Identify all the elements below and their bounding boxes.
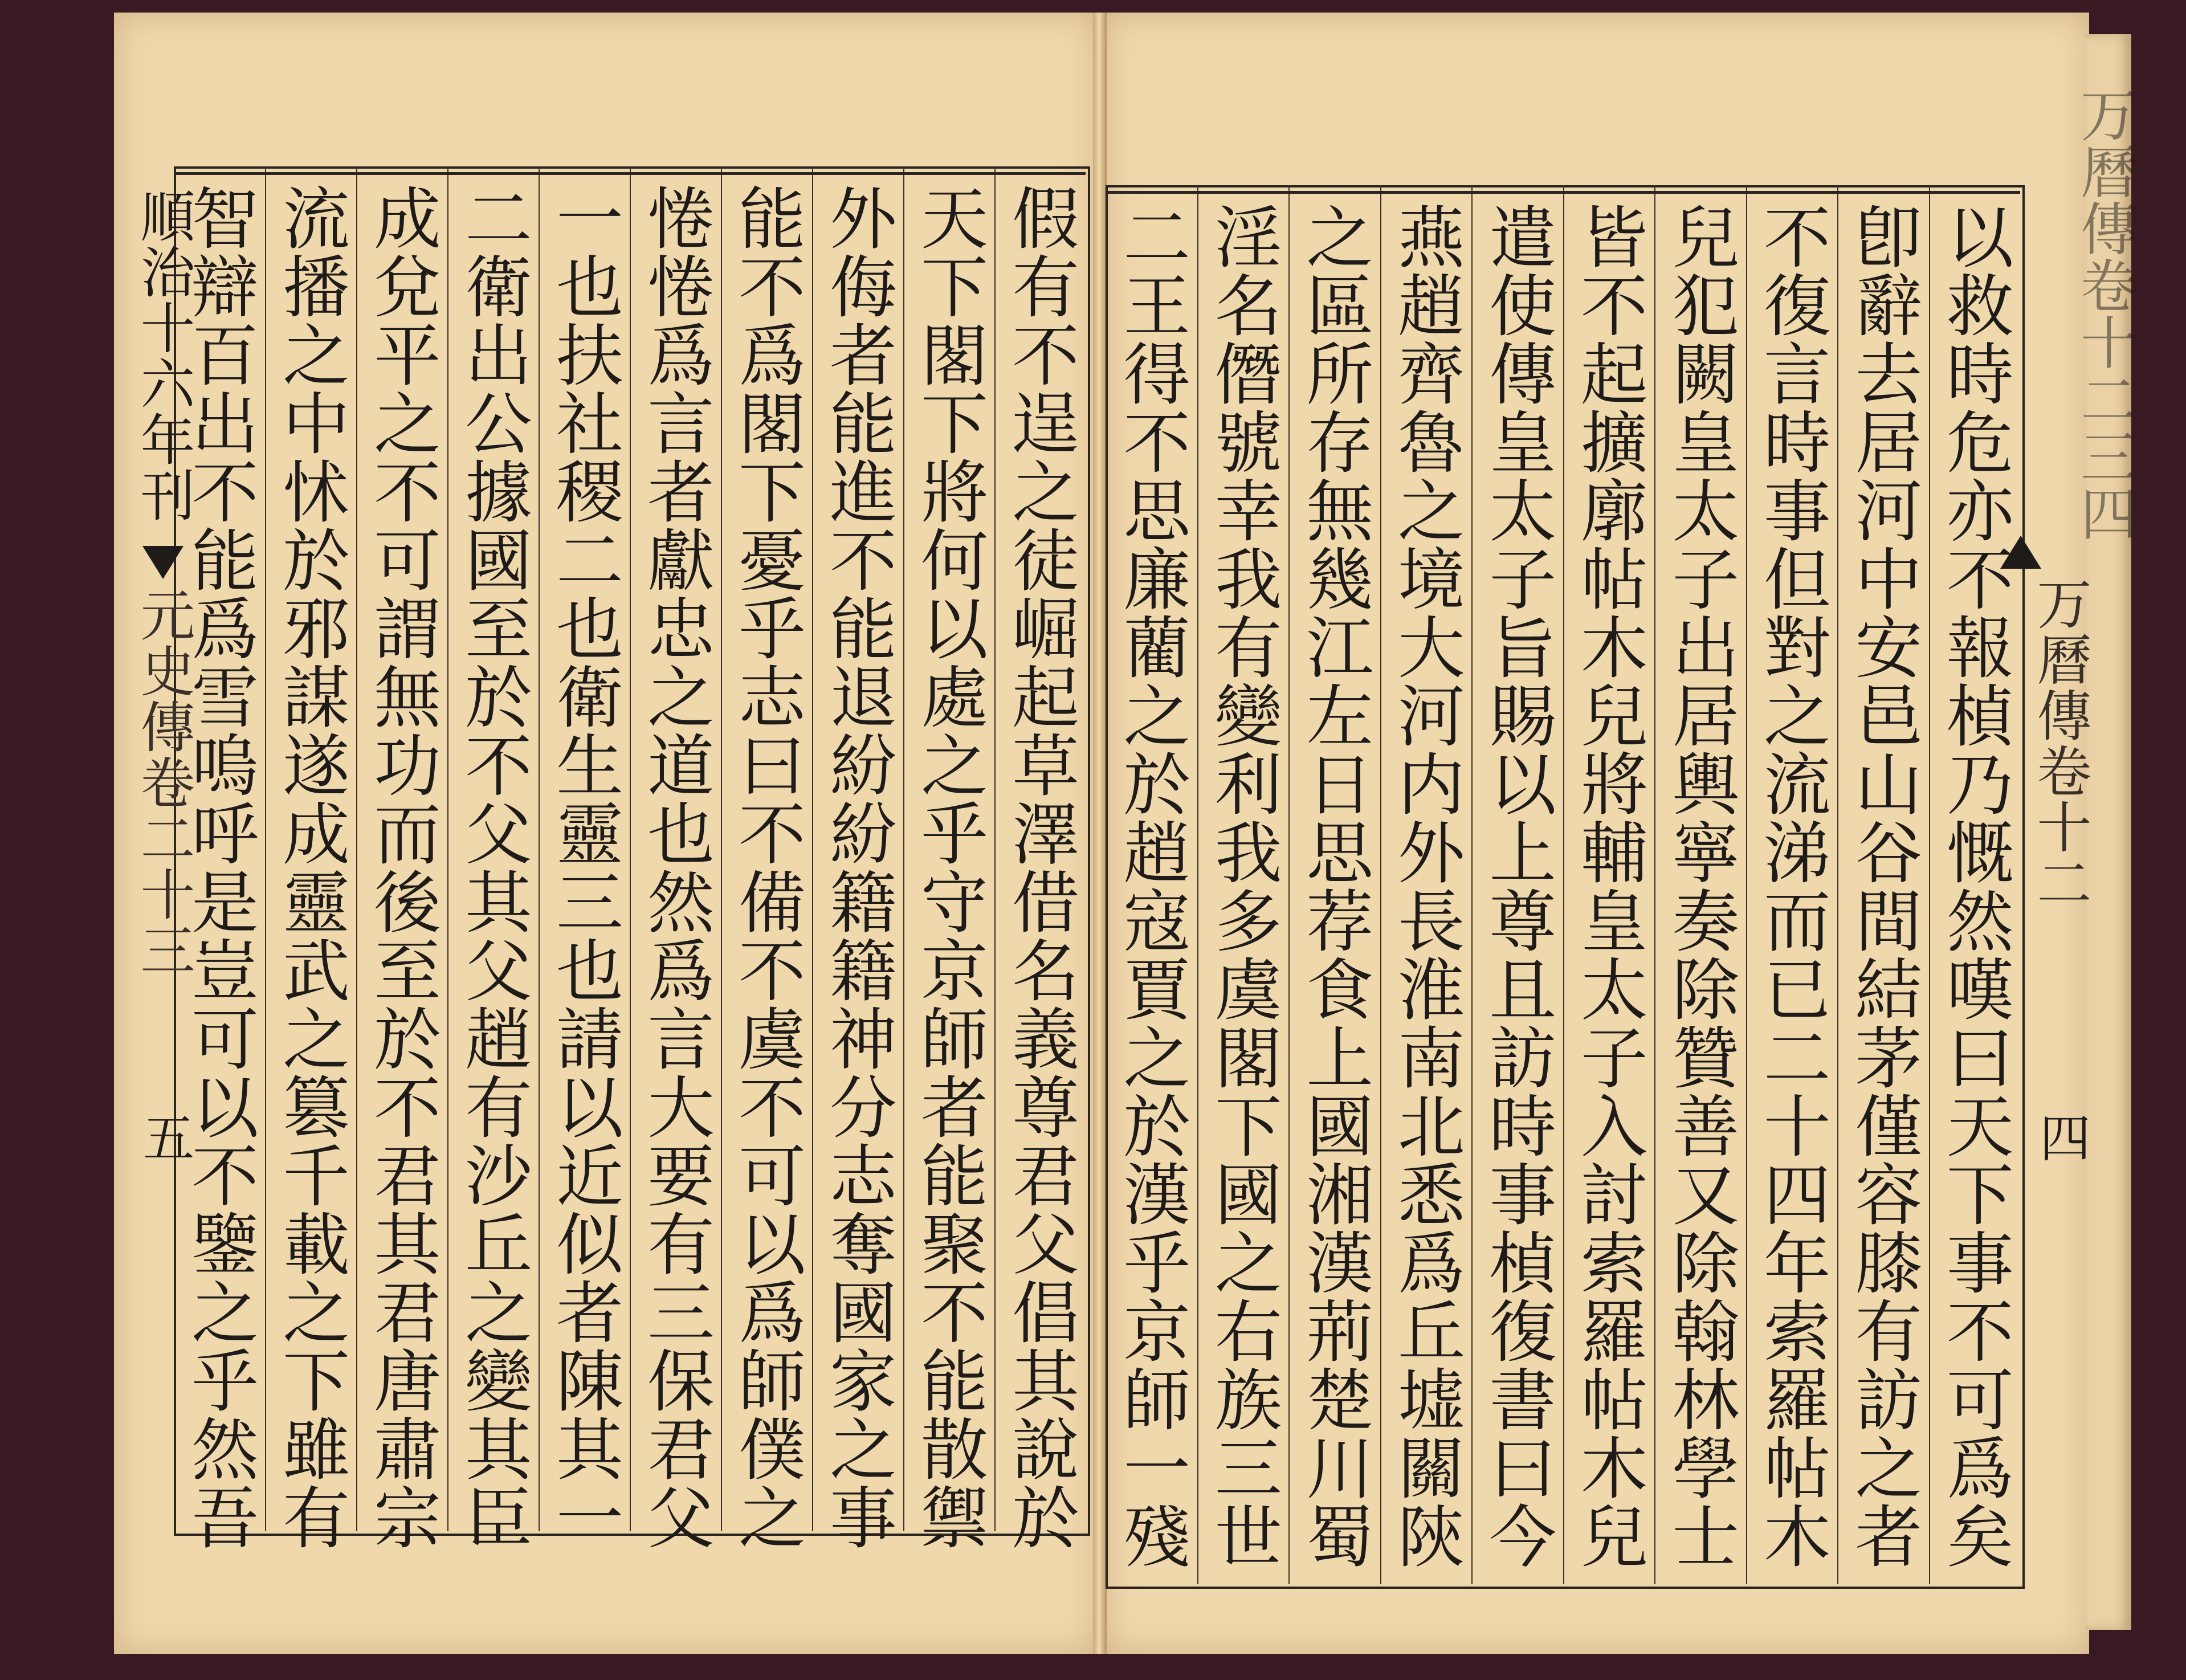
page-edge-text: 万曆傳卷十二三四 [2071, 85, 2138, 541]
text-column: 燕趙齊魯之境大河内外長淮南北悉爲丘墟關陝 [1386, 202, 1465, 1570]
text-column: 之區所存無幾江左日思荐食上國湘漢荊楚川蜀 [1295, 202, 1374, 1570]
text-column: 遣使傳皇太子旨賜以上尊且訪時事楨復書曰今 [1478, 202, 1557, 1570]
text-column: 假有不逞之徒崛起草澤借名義尊君父倡其說於 [1001, 184, 1079, 1551]
frame-inner-rule [1106, 191, 2020, 194]
text-column: 天下閣下將何以處之乎守京師者能聚不能散禦 [910, 184, 988, 1551]
right-leaf-number: 四 [2030, 1111, 2090, 1164]
right-fishtail-mark [2000, 536, 2041, 569]
column-rule [1746, 185, 1747, 1584]
text-column: 皆不起擴廓帖木兒將輔皇太子入討索羅帖木兒 [1569, 202, 1648, 1570]
text-column: 兒犯闕皇太子出居輿寧奏除贊善又除翰林學士 [1661, 202, 1740, 1570]
text-column: 流播之中怵於邪謀遂成靈武之篡千載之下雖有 [271, 184, 350, 1551]
text-column: 能不爲閣下憂乎志曰不備不虞不可以爲師僕之 [727, 184, 806, 1551]
frame-inner-rule [174, 172, 1086, 175]
text-column: 智辯百出不能爲雪嗚呼是豈可以不鑒之乎然吾 [180, 184, 259, 1551]
column-rule [1654, 185, 1655, 1584]
text-column: 一也扶社稷二也衛生靈三也請以近似者陳其一 [545, 184, 623, 1551]
text-column: 外侮者能進不能退紛紛籍籍神分志奪國家之事 [818, 184, 897, 1551]
right-margin-title: 万曆傳卷十二 [2028, 576, 2092, 911]
column-rule [1563, 185, 1564, 1584]
left-margin-title: 順治十六年刊 [132, 188, 195, 523]
column-rule [447, 166, 448, 1531]
left-text-block [174, 166, 1086, 1551]
text-column: 卽辭去居河中安邑山谷間結茅僅容膝有訪之者 [1844, 202, 1923, 1570]
column-rule [1288, 185, 1290, 1584]
left-margin-subtitle: 元史傳卷二十三 [132, 587, 195, 978]
text-column: 不復言時事但對之流涕而已二十四年索羅帖木 [1752, 202, 1831, 1570]
column-rule [1837, 185, 1838, 1584]
column-rule [265, 166, 266, 1531]
column-rule [1929, 185, 1930, 1584]
text-column: 二衛出公據國至於不父其父趙有沙丘之變其臣 [454, 184, 532, 1551]
column-rule [903, 166, 904, 1531]
left-fishtail-mark [142, 546, 183, 579]
column-rule [1197, 185, 1198, 1584]
text-column: 二王得不思廉藺之於趙寇賈之於漢乎京師一殘 [1112, 202, 1191, 1570]
text-column: 惓惓爲言者獻忠之道也然爲言大要有三保君父 [636, 184, 715, 1551]
text-column: 淫名僭號幸我有變利我多虞閣下國之右族三世 [1203, 202, 1282, 1570]
book-spine [1093, 13, 1107, 1654]
column-rule [539, 166, 540, 1531]
column-rule [994, 166, 996, 1531]
column-rule [1380, 185, 1381, 1584]
column-rule [1471, 185, 1473, 1584]
right-text-block [1106, 185, 2020, 1584]
text-column: 成兌平之不可謂無功而後至於不君其君唐肅宗 [362, 184, 441, 1551]
column-rule [630, 166, 631, 1531]
column-rule [812, 166, 813, 1531]
column-rule [356, 166, 357, 1531]
column-rule [721, 166, 722, 1531]
left-leaf-number: 五 [134, 1111, 194, 1164]
text-column: 以救時危亦不報楨乃慨然嘆曰天下事不可爲矣 [1935, 202, 2014, 1570]
